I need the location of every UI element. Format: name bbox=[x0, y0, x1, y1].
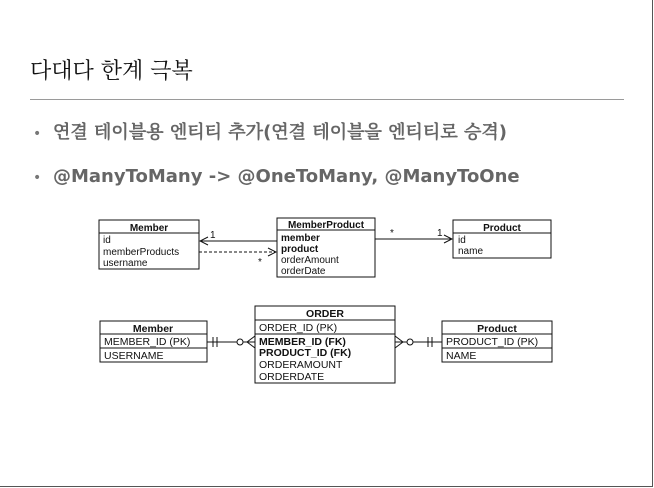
class-member-box bbox=[99, 220, 199, 269]
class-product-name: Product bbox=[483, 223, 521, 234]
er-product-table bbox=[442, 321, 552, 362]
multiplicity-label: 1 bbox=[210, 230, 216, 241]
slide-title: 다대다 한계 극복 bbox=[30, 59, 193, 84]
bullet-dot-icon: • bbox=[33, 170, 42, 186]
er-product-attr: NAME bbox=[446, 350, 477, 362]
multiplicity-label: * bbox=[390, 228, 394, 239]
er-member-pk: MEMBER_ID (PK) bbox=[104, 336, 191, 348]
er-member-attr: USERNAME bbox=[104, 350, 164, 362]
class-member-name: Member bbox=[129, 223, 169, 234]
er-order-attr: ORDERDATE bbox=[259, 371, 325, 383]
er-product-pk: PRODUCT_ID (PK) bbox=[446, 336, 539, 348]
er-member-table bbox=[100, 321, 207, 362]
er-order-name: ORDER bbox=[306, 308, 344, 320]
class-memberproduct-field: orderAmount bbox=[281, 255, 339, 266]
er-relation-order-product bbox=[395, 336, 442, 348]
bullet-text: @ManyToMany -> @OneToMany, @ManyToOne bbox=[53, 166, 520, 187]
er-product-name: Product bbox=[477, 323, 517, 335]
er-order-table bbox=[255, 306, 395, 383]
class-product-field: name bbox=[458, 246, 484, 257]
multiplicity-label: 1 bbox=[437, 228, 443, 239]
class-memberproduct-field: orderDate bbox=[281, 266, 326, 277]
class-product-field: id bbox=[458, 235, 466, 246]
class-member-field: memberProducts bbox=[103, 247, 180, 258]
bullet-dot-icon: • bbox=[33, 126, 42, 142]
class-memberproduct-field: member bbox=[281, 233, 320, 244]
class-memberproduct-field: product bbox=[281, 244, 319, 255]
er-order-fk: MEMBER_ID (FK) bbox=[259, 336, 346, 348]
class-memberproduct-name: MemberProduct bbox=[287, 220, 365, 231]
er-order-pk: ORDER_ID (PK) bbox=[259, 322, 338, 334]
class-member-field: id bbox=[103, 235, 111, 246]
er-order-attr: ORDERAMOUNT bbox=[259, 359, 343, 371]
er-member-name: Member bbox=[132, 323, 174, 335]
bullet-text: 연결 테이블용 엔티티 추가(연결 테이블을 엔티티로 승격) bbox=[53, 122, 507, 143]
er-order-fk: PRODUCT_ID (FK) bbox=[259, 347, 352, 359]
multiplicity-label: * bbox=[258, 257, 262, 268]
er-relation-member-order bbox=[207, 336, 255, 348]
class-member-field: username bbox=[103, 258, 148, 269]
class-memberproduct-box bbox=[277, 218, 375, 277]
class-product-box bbox=[453, 220, 551, 258]
